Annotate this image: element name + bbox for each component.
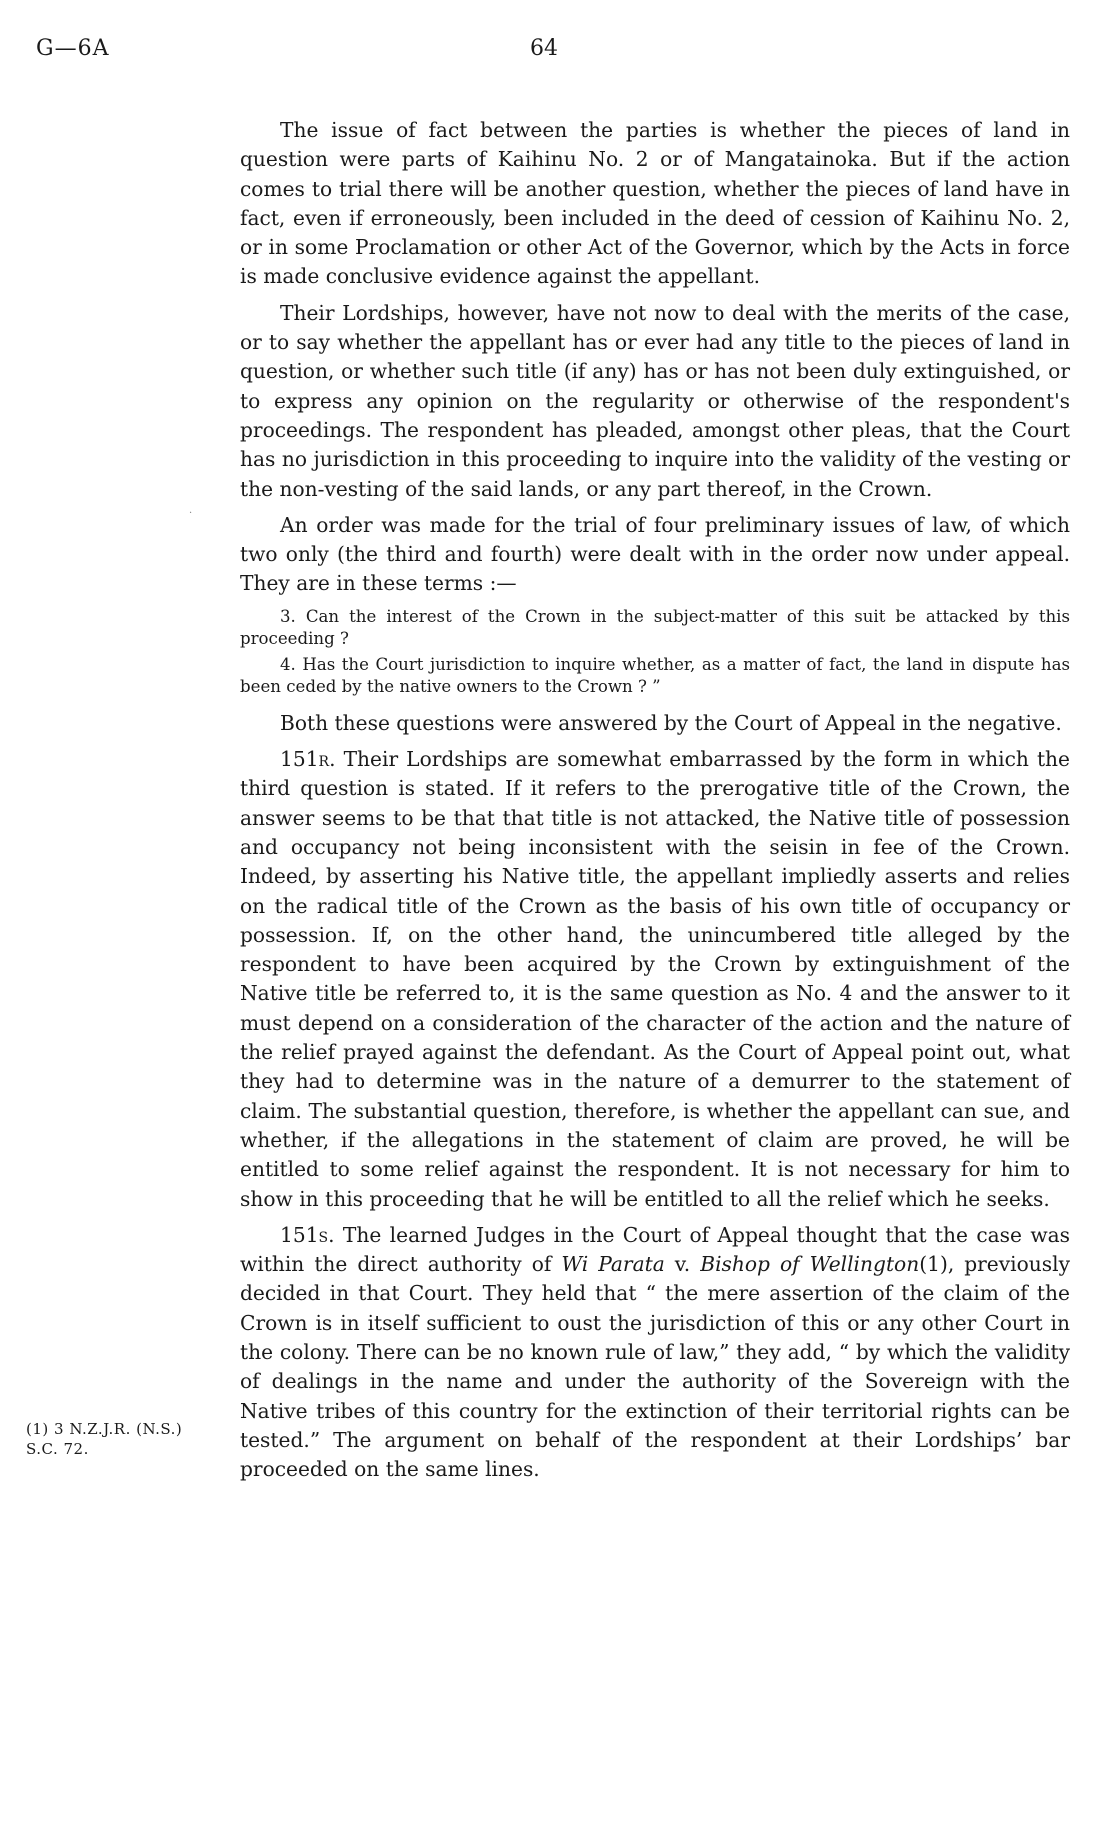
paragraph-151r-text: Their Lordships are somewhat embarrassed by the form in which the third question is stated. If it refers to the prerogative title of the Crown, the answer seems to be that that title is not attacked, the Native title of possession and occupancy not being inconsistent with the seisin in fee of the Crown. Indeed, by asserting his Native title, the appellant impliedly asserts and relies on the radical title of the Crown as the basis of his own title of occupancy or possession. If, on the other hand, the unincumbered title alleged by the respondent to have been acquired by the Crown by extinguishment of the Native title be referred to, it is the same question as No. 4 and the answer to it must depend on a consideration of the character of the action and the nature of the relief prayed against the defendant. As the Court of Appeal point out, what they had to determine was in the nature of a demurrer to the statement of claim. The substantial question, therefore, is whether the appellant can sue, and whether, if the allegations in the statement of claim are proved, he will be entitled to some relief against the respondent. It is not necessary for him to show in this proceeding that he will be entitled to all the relief which he seeks. xyxy=(240,747,1071,1211)
paragraph-answered-negative: Both these questions were answered by the Court of Appeal in the negative. xyxy=(280,710,1062,735)
case-name-bishop-of-wellington: Bishop of Wellington xyxy=(700,1252,920,1277)
question-four: 4. Has the Court jurisdiction to inquire whether, as a matter of fact, the land in dispute has been ceded by the native owners to the Crown ? ” xyxy=(240,654,1070,696)
paragraph-151r xyxy=(240,745,1070,1214)
paragraph-151s-text-a: The learned Judges in the Court of Appeal thought that the case was within the direct authority of xyxy=(240,1222,1071,1277)
paragraph-lordships-merits: Their Lordships, however, have not now to deal with the merits of the case, or to say whether the appellant has or ever had any title to the pieces of land in question, or whether such title (if any) has or has not been duly extinguished, or to express any opinion on the regularity or otherwise of the respondent's proceedings. The respondent has pleaded, amongst other pleas, that the Court has no jurisdiction in this proceeding to inquire into the validity of the vesting or the non-vesting of the said lands, or any part thereof, in the Crown. xyxy=(240,300,1070,501)
paragraph-151s xyxy=(240,1221,1070,1485)
paragraph-number-151s: 151s. xyxy=(280,1222,335,1247)
document-code: G—6A xyxy=(36,36,110,61)
paragraph-number-151r: 151r. xyxy=(280,747,336,772)
citation-line-1: (1) 3 N.Z.J.R. (N.S.) xyxy=(26,1420,183,1438)
margin-mark: · xyxy=(189,508,193,519)
main-text-column xyxy=(240,116,1070,1491)
margin-citation-note xyxy=(26,1419,216,1459)
paragraph-preliminary-issues: An order was made for the trial of four preliminary issues of law, of which two only (the third and fourth) were dealt with in the order now under appeal. They are in these terms :— xyxy=(240,512,1070,596)
page-number: 64 xyxy=(530,36,558,61)
paragraph-issue-of-fact: The issue of fact between the parties is whether the pieces of land in question were parts of Kaihinu No. 2 or of Mangatainoka. But if the action comes to trial there will be another question, whether the pieces of land have in fact, even if erroneously, been included in the deed of cession of Kaihinu No. 2, or in some Proclamation or other Act of the Governor, which by the Acts in force is made conclusive evidence against the appellant. xyxy=(240,118,1070,289)
case-name-wi-parata: Wi Parata xyxy=(561,1252,665,1277)
paragraph-151s-text-b: (1), previously decided in that Court. They held that “ the mere assertion of the claim of the Crown is in itself sufficient to oust the jurisdiction of this or any other Court in the colony. There can be no known rule of law,” they add, “ by which the validity of dealings in the name and under the authority of the Sovereign with the Native tribes of this country for the extinction of their territorial rights can be tested.” The argument on behalf of the respondent at their Lordships’ bar proceeded on the same lines. xyxy=(240,1252,1070,1482)
citation-line-2: S.C. 72. xyxy=(26,1440,89,1458)
question-three: 3. Can the interest of the Crown in the subject-matter of this suit be attacked by this proceeding ? xyxy=(240,606,1070,648)
case-versus: v. xyxy=(674,1252,691,1277)
